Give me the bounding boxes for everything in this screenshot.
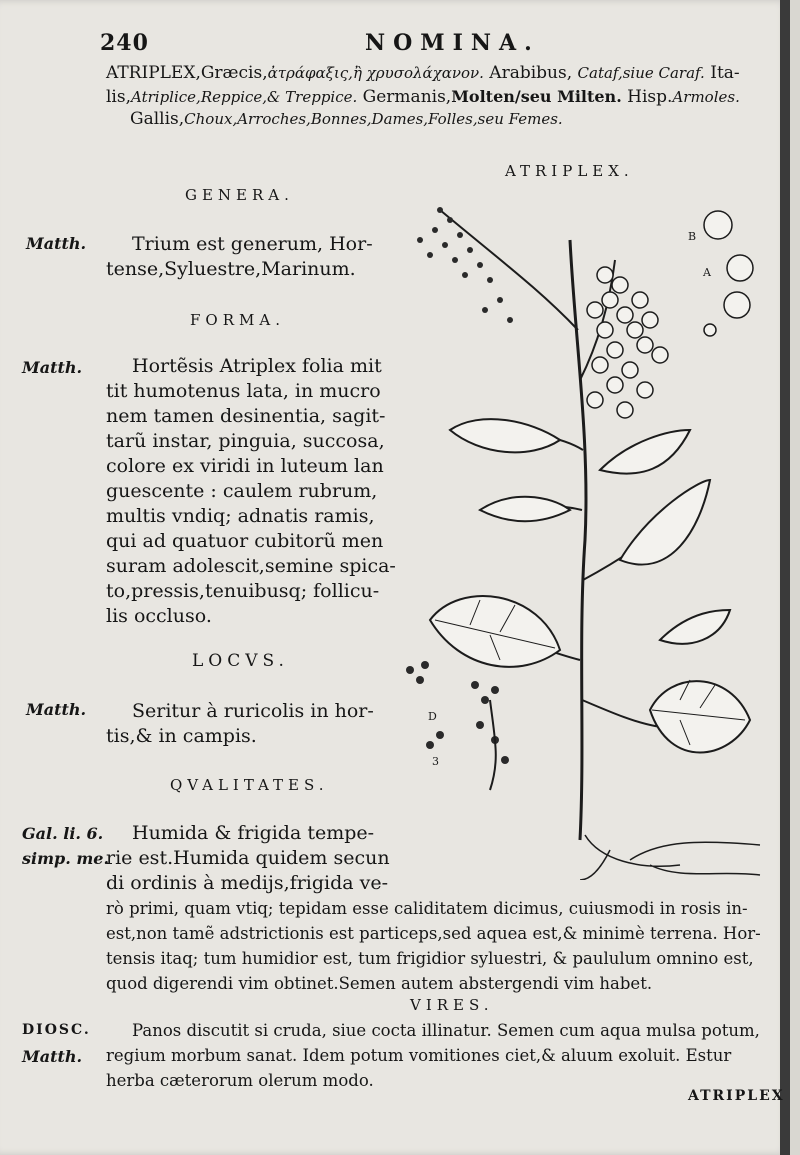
forma-line-6: guescente : caulem rubrum, <box>106 480 378 502</box>
locus-line-2: tis,& in campis. <box>106 725 257 747</box>
forma-line-1: Hortẽsis Atriplex folia mit <box>132 355 382 377</box>
names-line-1 <box>106 62 740 85</box>
names-italian-label: Ita- <box>704 63 740 83</box>
heading-locus: LOCVS. <box>192 651 289 671</box>
names-greek: ἀτράφαξις,ἢ χρυσολάχανον. <box>267 64 484 82</box>
margin-note-qualitates-2: simp. me. <box>22 849 110 868</box>
seed-cluster-right <box>587 267 668 418</box>
qualitates-line-4: rò primi, quam vtiq; tepidam esse caliditatem dicimus, cuiusmodi in rosis in- <box>106 899 748 918</box>
figure-label-d: D <box>428 710 437 723</box>
heading-qualitates: QVALITATES. <box>170 776 329 794</box>
roots <box>580 835 760 880</box>
main-stem <box>570 240 586 840</box>
names-french: Choux,Arroches,Bonnes,Dames,Folles,seu Femes. <box>184 110 563 128</box>
qualitates-line-6: tensis itaq; tum humidior est, tum frigidior syluestri, & paululum omnino est, <box>106 949 754 968</box>
qualitates-line-3: di ordinis à medijs,frigida ve- <box>106 872 389 894</box>
qualitates-line-7: quod digerendi vim obtinet.Semen autem abstergendi vim habet. <box>106 974 653 993</box>
detail-stem <box>490 700 496 790</box>
genera-line-1: Trium est generum, Hor- <box>132 233 373 255</box>
leaf <box>600 430 690 474</box>
margin-note-locus: Matth. <box>26 700 87 719</box>
names-italian: Atriplice,Reppice,& Treppice. <box>131 88 358 106</box>
forma-line-4: tarũ instar, pinguia, succosa, <box>106 430 385 452</box>
names-german: Molten/seu Milten. <box>451 87 622 106</box>
heading-vires: VIRES. <box>410 996 494 1014</box>
figure-label-a: A <box>703 266 711 279</box>
page-edge-shadow <box>780 0 790 1155</box>
illustration-title: ATRIPLEX. <box>505 162 634 180</box>
qualitates-line-5: est,non tamẽ adstrictionis est particeps,sed aquea est,& minimè terrena. Hor- <box>106 924 761 943</box>
heading-genera: GENERA. <box>185 186 294 204</box>
forma-line-7: multis vndiq; adnatis ramis, <box>106 505 375 527</box>
leaf <box>430 596 560 667</box>
names-latin: ATRIPLEX,Græcis, <box>106 63 268 83</box>
margin-note-forma: Matth. <box>22 358 83 377</box>
leaf <box>480 497 570 521</box>
branch <box>440 210 578 330</box>
leaf <box>650 681 750 752</box>
names-italian-label-cont: lis, <box>106 87 132 107</box>
names-german-label: Germanis, <box>357 87 452 107</box>
margin-note-genera: Matth. <box>26 234 87 253</box>
running-head: NOMINA. <box>365 30 540 56</box>
atriplex-woodcut-illustration <box>400 180 780 880</box>
locus-line-1: Seritur à ruricolis in hor- <box>132 700 374 722</box>
page-number: 240 <box>100 30 149 56</box>
catchword: ATRIPLEX <box>688 1088 785 1104</box>
margin-note-qualitates-1: Gal. li. 6. <box>22 824 104 843</box>
margin-note-vires-2: Matth. <box>22 1047 83 1066</box>
leaf <box>660 610 730 644</box>
qualitates-line-2: rie est.Humida quidem secun <box>106 847 390 869</box>
forma-line-8: qui ad quatuor cubitorũ men <box>106 530 384 552</box>
small-flower-details <box>406 661 509 764</box>
names-spanish-label: Hisp. <box>621 87 673 107</box>
leaf <box>450 419 560 452</box>
names-arabic: Cataf,siue Caraf. <box>577 64 705 82</box>
forma-line-3: nem tamen desinentia, sagit- <box>106 405 386 427</box>
forma-line-5: colore ex viridi in luteum lan <box>106 455 384 477</box>
figure-label-b: B <box>688 230 697 243</box>
names-line-2 <box>106 85 740 109</box>
figure-label-3: 3 <box>432 755 439 768</box>
seed-details <box>704 211 753 336</box>
qualitates-line-1: Humida & frigida tempe- <box>132 822 375 844</box>
names-line-3 <box>130 108 563 131</box>
names-french-label: Gallis, <box>130 109 185 129</box>
leaf <box>620 480 710 565</box>
flower-cluster-left <box>417 207 513 323</box>
heading-forma: FORMA. <box>190 311 285 329</box>
forma-line-11: lis occluso. <box>106 605 212 627</box>
names-arabic-label: Arabibus, <box>483 63 573 83</box>
vires-line-1: Panos discutit si cruda, siue cocta illinatur. Semen cum aqua mulsa potum, <box>132 1021 760 1040</box>
margin-note-vires-1: DIOSC. <box>22 1022 91 1038</box>
vires-line-2: regium morbum sanat. Idem potum vomitiones ciet,& aluum exoluit. Estur <box>106 1046 732 1065</box>
forma-line-9: suram adolescit,semine spica- <box>106 555 396 577</box>
vires-line-3: herba cæterorum olerum modo. <box>106 1071 374 1090</box>
forma-line-2: tit humotenus lata, in mucro <box>106 380 381 402</box>
forma-line-10: to,pressis,tenuibusq; follicu- <box>106 580 380 602</box>
genera-line-2: tense,Syluestre,Marinum. <box>106 258 356 280</box>
names-spanish: Armoles. <box>672 88 740 106</box>
